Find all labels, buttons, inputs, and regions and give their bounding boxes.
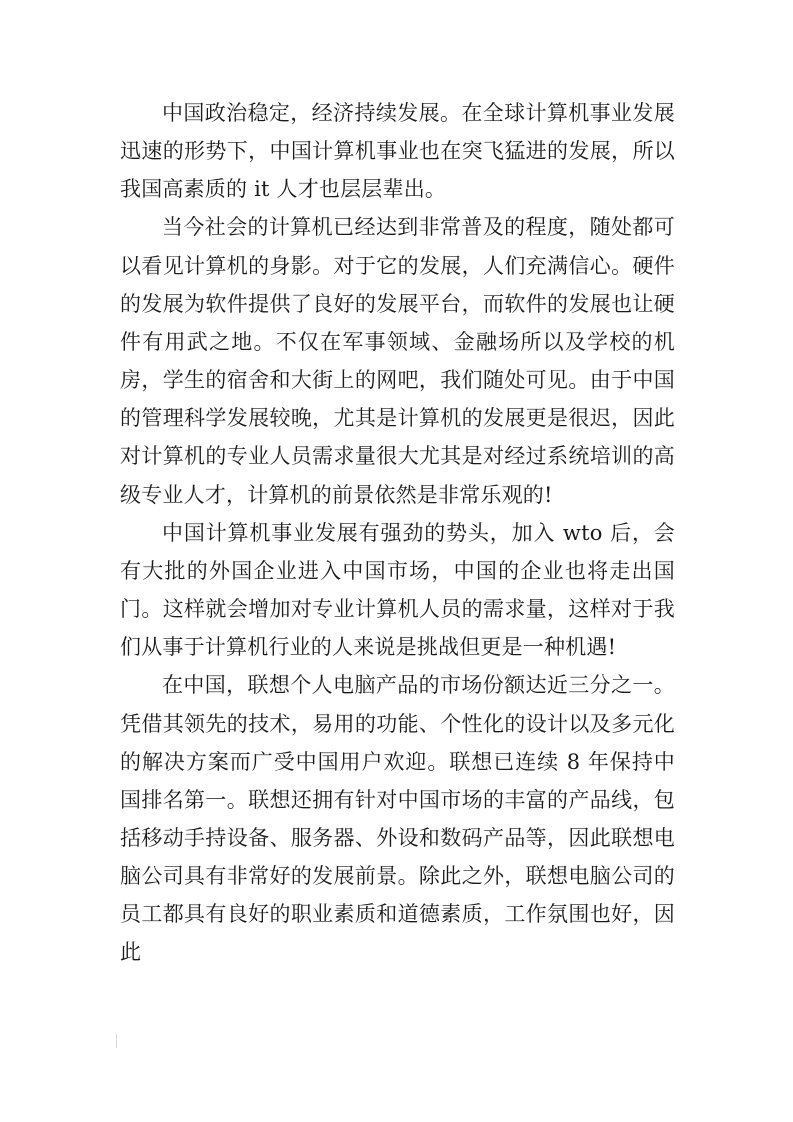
document-body [120,94,675,972]
page-margin-mark [116,1034,123,1048]
paragraph: 中国政治稳定，经济持续发展。在全球计算机事业发展迅速的形势下，中国计算机事业也在突飞猛进的发展，所以我国高素质的 it 人才也层层辈出。 [120,101,675,202]
paragraph: 在中国，联想个人电脑产品的市场份额达近三分之一。凭借其领先的技术，易用的功能、个性化的设计以及多元化的解决方案而广受中国用户欢迎。联想已连续 8 年保持中国排名第一。联想还拥有针对中国市场的丰富的产品线，包括移动手持设备、服务器、外设和数码产品等，因此联想电脑公司具有非常好的发展前景。除此之外，联想电脑公司的员工都具有良好的职业素质和道德素质，工作氛围也好，因此 [120,673,675,965]
paragraph: 中国计算机事业发展有强劲的势头，加入 wto 后，会有大批的外国企业进入中国市场，中国的企业也将走出国门。这样就会增加对专业计算机人员的需求量，这样对于我们从事于计算机行业的人来说是挑战但更是一种机遇! [120,520,675,660]
paragraph: 当今社会的计算机已经达到非常普及的程度，随处都可以看见计算机的身影。对于它的发展，人们充满信心。硬件的发展为软件提供了良好的发展平台，而软件的发展也让硬件有用武之地。不仅在军事领域、金融场所以及学校的机房，学生的宿舍和大街上的网吧，我们随处可见。由于中国的管理科学发展较晚，尤其是计算机的发展更是很迟，因此对计算机的专业人员需求量很大尤其是对经过系统培训的高级专业人才，计算机的前景依然是非常乐观的! [120,215,675,507]
